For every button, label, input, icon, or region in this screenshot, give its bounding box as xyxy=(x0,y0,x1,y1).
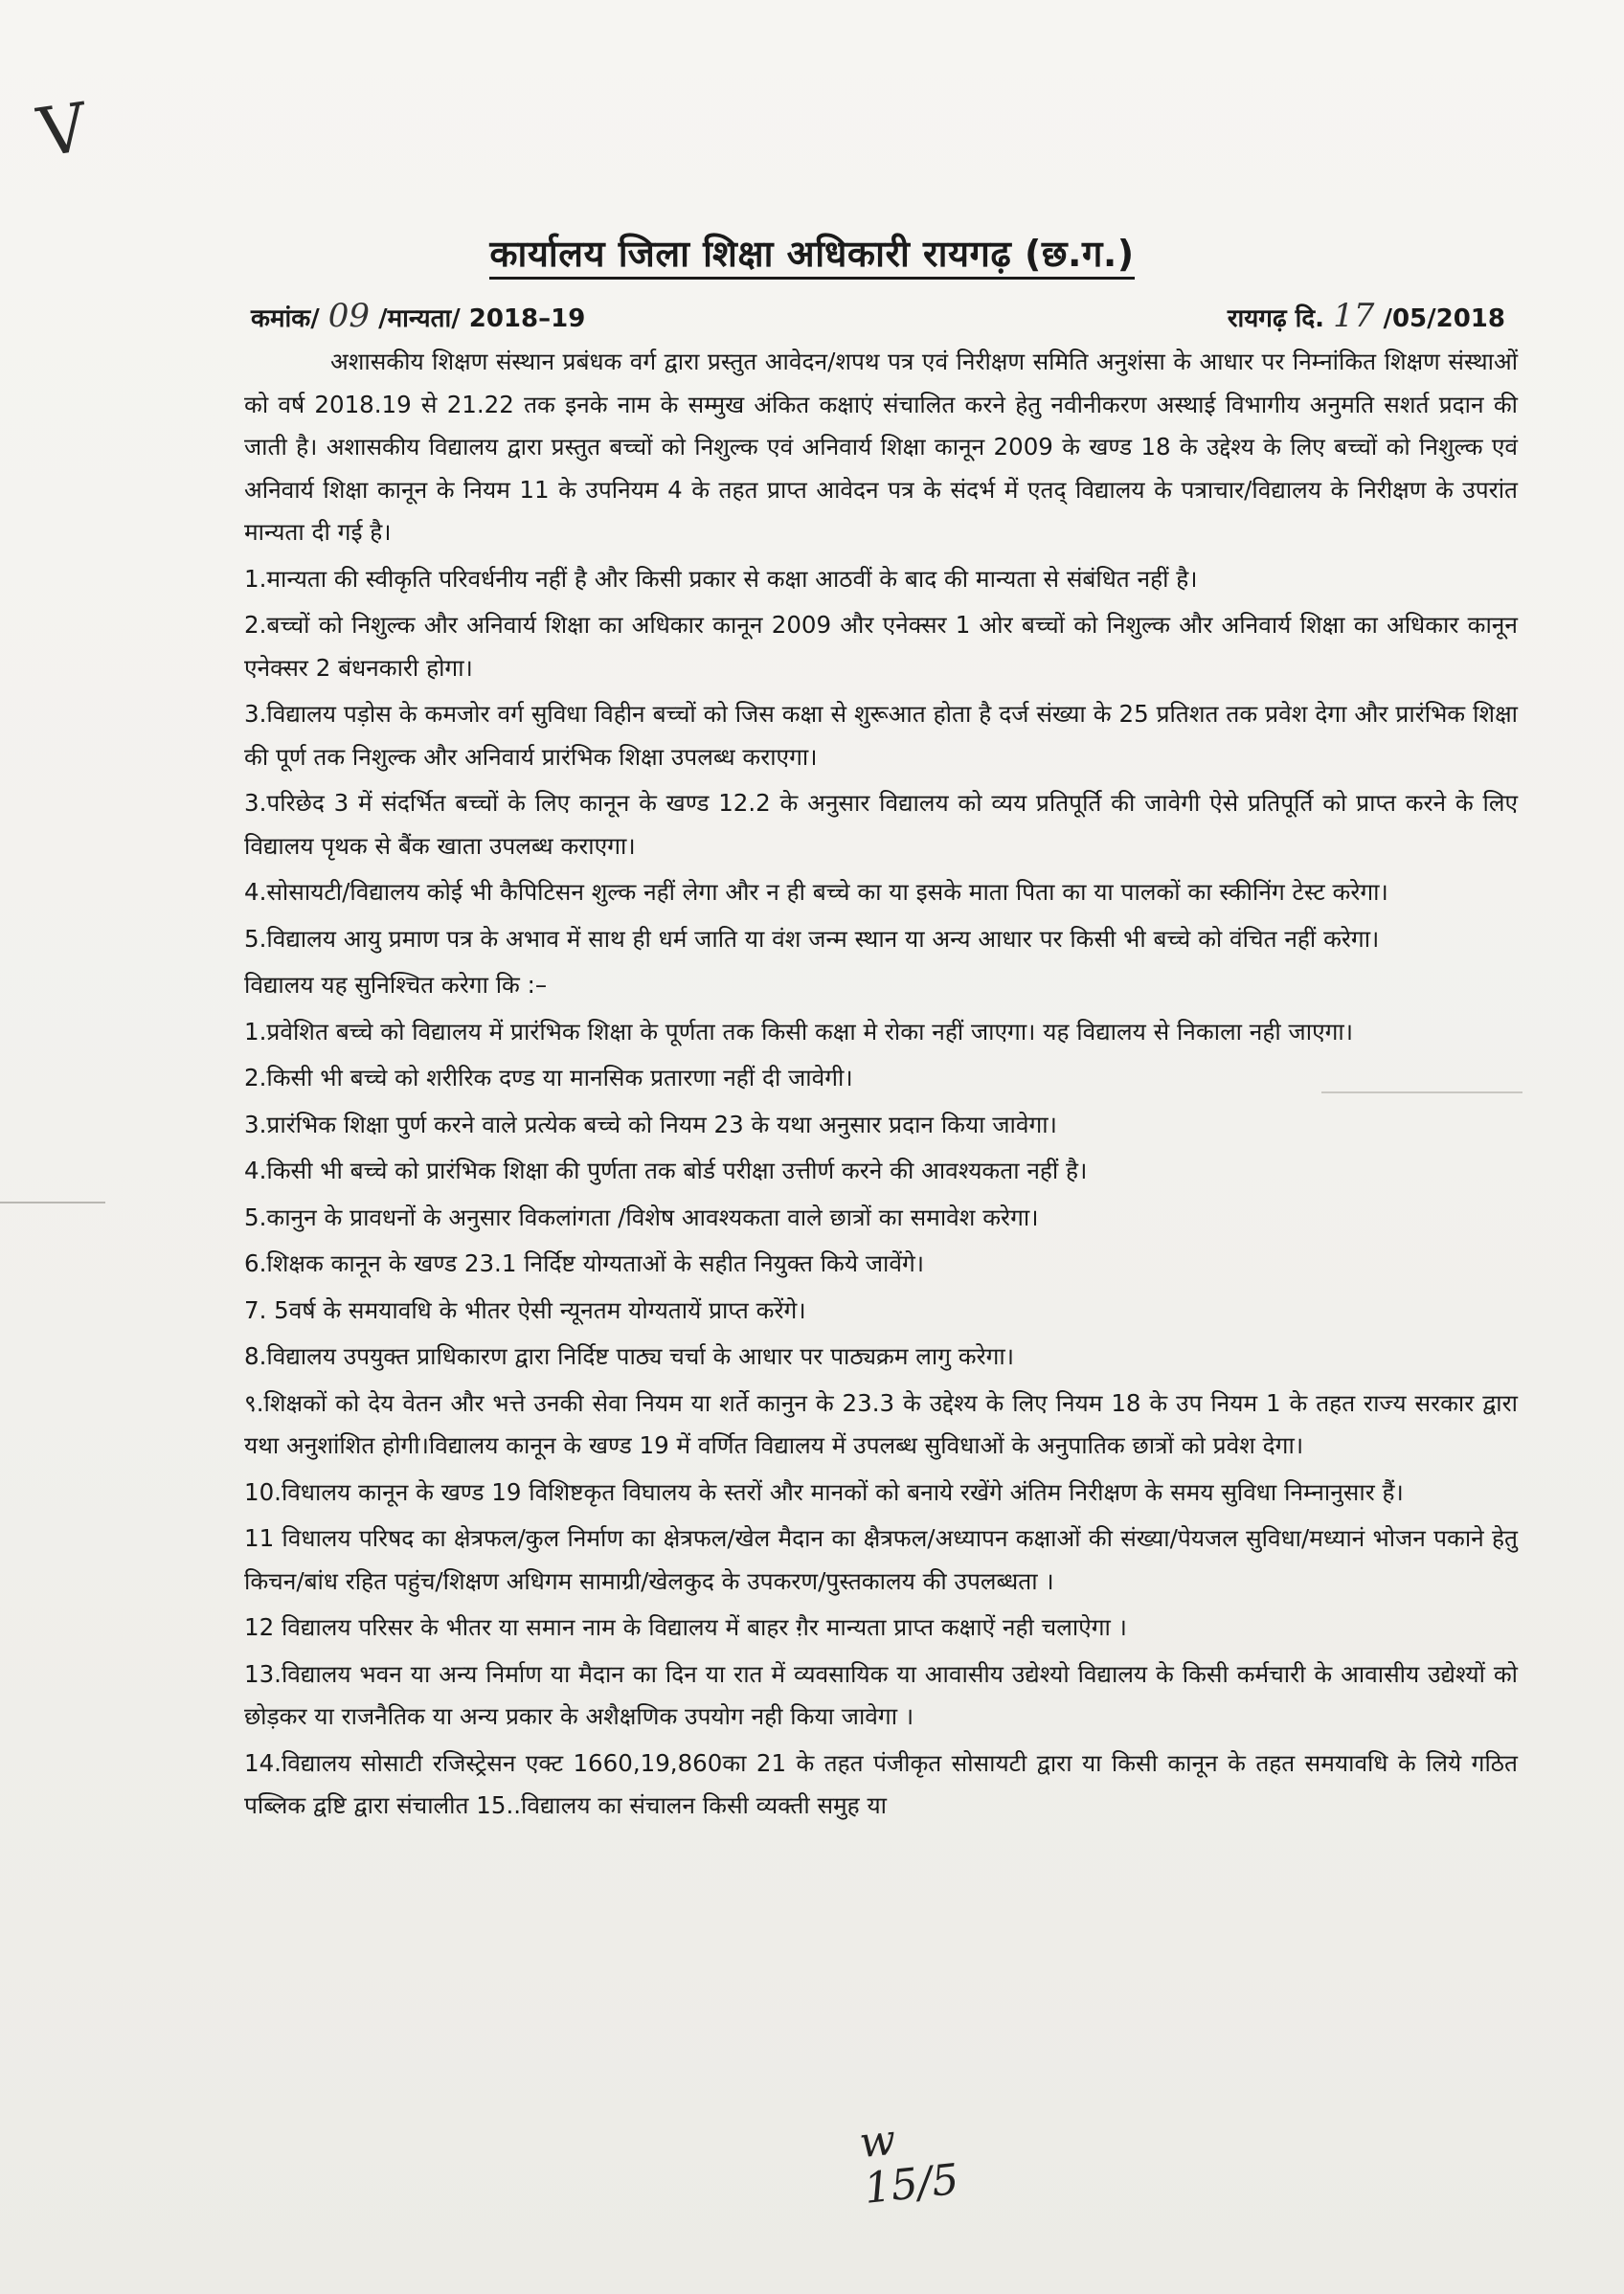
ref-suffix: /मान्यता/ 2018–19 xyxy=(378,304,586,333)
ensure-item: 11 विधालय परिषद का क्षेत्रफल/कुल निर्माण का क्षेत्रफल/खेल मैदान का क्षैत्रफल/अध्यापन कक्षाओं की संख्या/पेयजल सुविधा/मध्यानं भोजन पकाने हेतु किचन/बांध रहित पहुंच/शिक्षण अधिगम सामाग्री/खेलकुद के उपकरण/पुस्तकालय की उपलब्धता । xyxy=(244,1524,1518,1595)
ensure-item: 6.शिक्षक कानून के खण्ड 23.1 निर्दिष्ट योग्यताओं के सहीत नियुक्त किये जावेंगे। xyxy=(244,1249,925,1277)
scan-stroke xyxy=(0,1202,105,1203)
reference-line xyxy=(251,297,1505,335)
ensure-item: 12 विद्यालय परिसर के भीतर या समान नाम के विद्यालय में बाहर ग़ैर मान्यता प्राप्त कक्षाऐं नही चलाऐगा । xyxy=(244,1613,1127,1641)
ensure-item: 13.विद्यालय भवन या अन्य निर्माण या मैदान का दिन या रात में व्यवसायिक या आवासीय उद्येश्यो विद्यालय के किसी कर्मचारी के आवासीय उद्येश्यों को छोड़कर या राजनैतिक या अन्य प्रकार के अशैक्षणिक उपयोग नही किया जावेगा । xyxy=(244,1659,1518,1730)
ensure-heading: विद्यालय यह सुनिश्चित करेगा कि :– xyxy=(244,971,548,999)
ensure-item: 14.विद्यालय सोसाटी रजिस्ट्रेसन एक्ट 1660,19,860का 21 के तहत पंजीकृत सोसायटी द्वारा या किसी कानून के तहत समयावधि के लिये गठित पब्लिक द्वष्टि द्वारा संचालीत 15..विद्यालय का संचालन किसी व्यक्ती समुह या xyxy=(244,1748,1518,1819)
ensure-item: ९.शिक्षकों को देय वेतन और भत्ते उनकी सेवा नियम या शर्ते कानुन के 23.3 के उद्देश्य के लिए नियम 18 के उप नियम 1 के तहत राज्य सरकार द्वारा यथा अनुशांशित होगी।विद्यालय कानून के खण्ड 19 में वर्णित विद्यालय में उपलब्ध सुविधाओं के अनुपातिक छात्रों को प्रवेश देगा। xyxy=(244,1388,1518,1459)
letter-body xyxy=(244,341,1518,1832)
ensure-item: 10.विधालय कानून के खण्ड 19 विशिष्टकृत विघालय के स्तरों और मानकों को बनाये रखेंगे अंतिम निरीक्षण के समय सुविधा निम्नानुसार हैं। xyxy=(244,1477,1404,1506)
handwritten-signature xyxy=(857,2111,960,2213)
corner-tick-mark: V xyxy=(33,87,93,173)
date-suffix: /05/2018 xyxy=(1383,304,1505,333)
ensure-item: 5.कानुन के प्रावधनों के अनुसार विकलांगता /विशेष आवश्यकता वाले छात्रों का समावेश करेगा। xyxy=(244,1203,1039,1231)
office-title xyxy=(0,228,1624,278)
ref-number-handwritten: 09 xyxy=(327,297,371,335)
condition-item: 1.मान्यता की स्वीकृति परिवर्धनीय नहीं है और किसी प्रकार से कक्षा आठवीं के बाद की मान्यता से संबंधित नहीं है। xyxy=(244,564,1198,593)
intro-paragraph: अशासकीय शिक्षण संस्थान प्रबंधक वर्ग द्वारा प्रस्तुत आवेदन/शपथ पत्र एवं निरीक्षण समिति अनुशंसा के आधार पर निम्नांकित शिक्षण संस्थाओं को वर्ष 2018.19 से 21.22 तक इनके नाम के सम्मुख अंकित कक्षाएं संचालित करने हेतु नवीनीकरण अस्थाई विभागीय अनुमति सशर्त प्रदान की जाती है। अशासकीय विद्यालय द्वारा प्रस्तुत बच्चों को निशुल्क एवं अनिवार्य शिक्षा कानून 2009 के खण्ड 18 के उद्देश्य के लिए बच्चों को निशुल्क एवं अनिवार्य शिक्षा कानून के नियम 11 के उपनियम 4 के तहत प्राप्त आवेदन पत्र के संदर्भ में एतद् विद्यालय के पत्राचार/विद्यालय के निरीक्षण के उपरांत मान्यता दी गई है। xyxy=(244,348,1518,546)
office-title-text: कार्यालय जिला शिक्षा अधिकारी रायगढ़ (छ.ग.) xyxy=(489,233,1134,280)
ensure-item: 8.विद्यालय उपयुक्त प्राधिकारण द्वारा निर्दिष्ट पाठ्य चर्चा के आधार पर पाठ्यक्रम लागु करेगा। xyxy=(244,1342,1015,1370)
ensure-item: 3.प्रारंभिक शिक्षा पुर्ण करने वाले प्रत्येक बच्चे को नियम 23 के यथा अनुसार प्रदान किया जावेगा। xyxy=(244,1110,1057,1138)
signature-date: 15/5 xyxy=(862,2154,961,2214)
ensure-item: 7. 5वर्ष के समयावधि के भीतर ऐसी न्यूनतम योग्यतायें प्राप्त करेंगे। xyxy=(244,1295,806,1324)
ensure-item: 1.प्रवेशित बच्चे को विद्यालय में प्रारंभिक शिक्षा के पूर्णता तक किसी कक्षा मे रोका नहीं जाएगा। यह विद्यालय से निकाला नही जाएगा। xyxy=(244,1017,1354,1046)
ensure-item: 2.किसी भी बच्चे को शरीरिक दण्ड या मानसिक प्रतारणा नहीं दी जावेगी। xyxy=(244,1064,853,1091)
signature-mark: w xyxy=(857,2115,898,2169)
condition-item: 3.विद्यालय पड़ोस के कमजोर वर्ग सुविधा विहीन बच्चों को जिस कक्षा से शुरूआत होता है दर्ज संख्या के 25 प्रतिशत तक प्रवेश देगा और प्रारंभिक शिक्षा की पूर्ण तक निशुल्क और अनिवार्य प्रारंभिक शिक्षा उपलब्ध कराएगा। xyxy=(244,700,1518,771)
date-day-handwritten: 17 xyxy=(1333,297,1375,335)
condition-item: 3.परिछेद 3 में संदर्भित बच्चों के लिए कानून के खण्ड 12.2 के अनुसार विद्यालय को व्यय प्रतिपूर्ति की जावेगी ऐसे प्रतिपूर्ति को प्राप्त करने के लिए विद्यालय पृथक से बैंक खाता उपलब्ध कराएगा। xyxy=(244,789,1518,860)
condition-item: 4.सोसायटी/विद्यालय कोई भी कैपिटिसन शुल्क नहीं लेगा और न ही बच्चे का या इसके माता पिता का या पालकों का स्कीनिंग टेस्ट करेगा। xyxy=(244,878,1388,906)
reference-number xyxy=(251,297,585,335)
ref-prefix: कमांक/ xyxy=(251,304,320,333)
ensure-item: 4.किसी भी बच्चे को प्रारंभिक शिक्षा की पुर्णता तक बोर्ड परीक्षा उत्तीर्ण करने की आवश्यकता नहीं है। xyxy=(244,1157,1088,1184)
date-prefix: रायगढ़ दि. xyxy=(1227,304,1325,333)
condition-item: 5.विद्यालय आयु प्रमाण पत्र के अभाव में साथ ही धर्म जाति या वंश जन्म स्थान या अन्य आधार पर किसी भी बच्चे को वंचित नहीं करेगा। xyxy=(244,924,1380,953)
condition-item: 2.बच्चों को निशुल्क और अनिवार्य शिक्षा का अधिकार कानून 2009 और एनेक्सर 1 ओर बच्चों को निशुल्क और अनिवार्य शिक्षा का अधिकार कानून एनेक्सर 2 बंधनकारी होगा। xyxy=(244,611,1518,682)
reference-date xyxy=(1228,297,1505,335)
